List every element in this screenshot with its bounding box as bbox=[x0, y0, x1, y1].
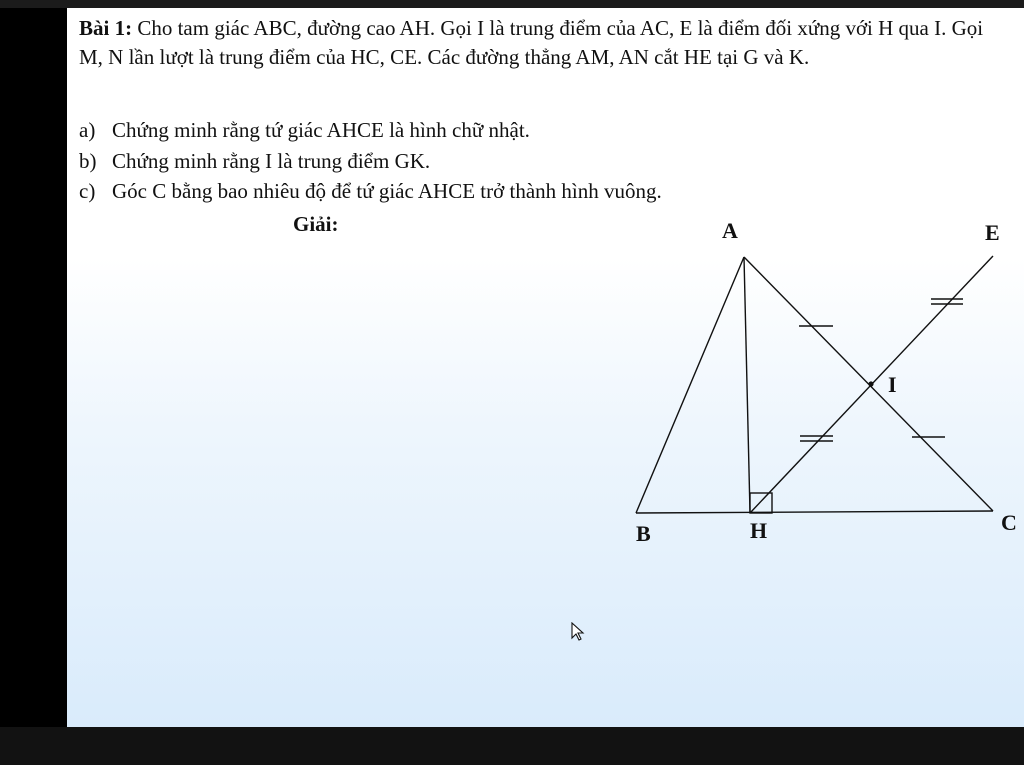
segment-ab bbox=[636, 257, 744, 513]
point-i-dot bbox=[868, 381, 873, 386]
bottom-bar bbox=[0, 727, 1024, 765]
segment-bc bbox=[636, 511, 993, 513]
document-page bbox=[67, 8, 1024, 727]
solution-label: Giải: bbox=[293, 212, 339, 236]
question-text: Chứng minh rằng tứ giác AHCE là hình chữ nhật. bbox=[112, 118, 530, 142]
problem-text: Cho tam giác ABC, đường cao AH. Gọi I là trung điểm của AC, E là điểm đối xứng với H qua I. Gọi M, N lần lượt là trung điểm của HC, CE. Các đường thẳng AM, AN cắt HE tại G và K. bbox=[79, 16, 984, 69]
question-tag: c) bbox=[79, 179, 96, 203]
label-e: E bbox=[985, 220, 1000, 245]
mouse-pointer-icon bbox=[571, 622, 585, 642]
label-i: I bbox=[888, 372, 897, 397]
label-a: A bbox=[722, 218, 738, 243]
problem-label: Bài 1: bbox=[79, 16, 133, 40]
question-tag: a) bbox=[79, 118, 96, 142]
altitude-ah bbox=[744, 257, 750, 513]
label-c: C bbox=[1001, 510, 1017, 535]
top-bar bbox=[0, 0, 1024, 8]
question-tag: b) bbox=[79, 148, 97, 173]
geometry-figure bbox=[67, 8, 1024, 727]
question-text: Góc C bằng bao nhiêu độ để tứ giác AHCE trở thành hình vuông. bbox=[112, 179, 662, 203]
question-text: Chứng minh rằng I là trung điểm GK. bbox=[112, 148, 431, 173]
label-b: B bbox=[636, 521, 651, 546]
label-h: H bbox=[750, 518, 768, 543]
